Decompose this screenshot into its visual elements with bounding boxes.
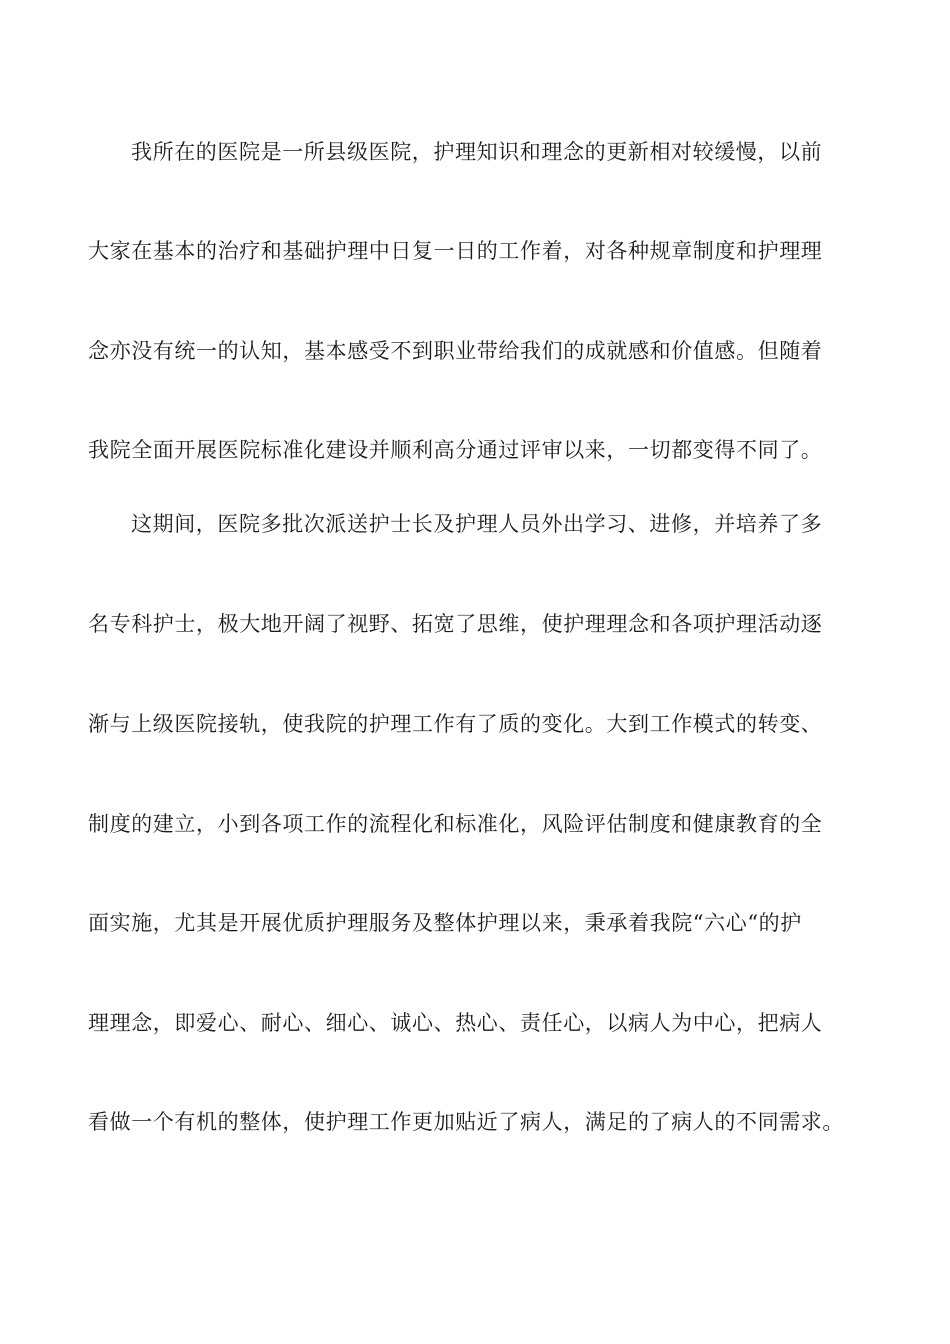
paragraph-line: 我所在的医院是一所县级医院，护理知识和理念的更新相对较缓慢，以前 (131, 140, 823, 164)
paragraph-line: 名专科护士，极大地开阔了视野、拓宽了思维，使护理理念和各项护理活动逐 (88, 612, 823, 636)
paragraph-line: 看做一个有机的整体，使护理工作更加贴近了病人，满足的了病人的不同需求。 (88, 1110, 844, 1134)
paragraph-line: 念亦没有统一的认知，基本感受不到职业带给我们的成就感和价值感。但随着 (88, 339, 823, 363)
paragraph-line: 大家在基本的治疗和基础护理中日复一日的工作着，对各种规章制度和护理理 (88, 239, 823, 263)
paragraph-line: 这期间，医院多批次派送护士长及护理人员外出学习、进修，并培养了多 (131, 512, 823, 536)
paragraph-line: 渐与上级医院接轨，使我院的护理工作有了质的变化。大到工作模式的转变、 (88, 712, 823, 736)
paragraph-line: 我院全面开展医院标准化建设并顺利高分通过评审以来，一切都变得不同了。 (88, 438, 823, 462)
paragraph-line: 面实施，尤其是开展优质护理服务及整体护理以来，秉承着我院“六心“的护 (88, 911, 802, 935)
paragraph-line: 制度的建立，小到各项工作的流程化和标准化，风险评估制度和健康教育的全 (88, 812, 823, 836)
paragraph-line: 理理念，即爱心、耐心、细心、诚心、热心、责任心，以病人为中心，把病人 (88, 1011, 823, 1035)
